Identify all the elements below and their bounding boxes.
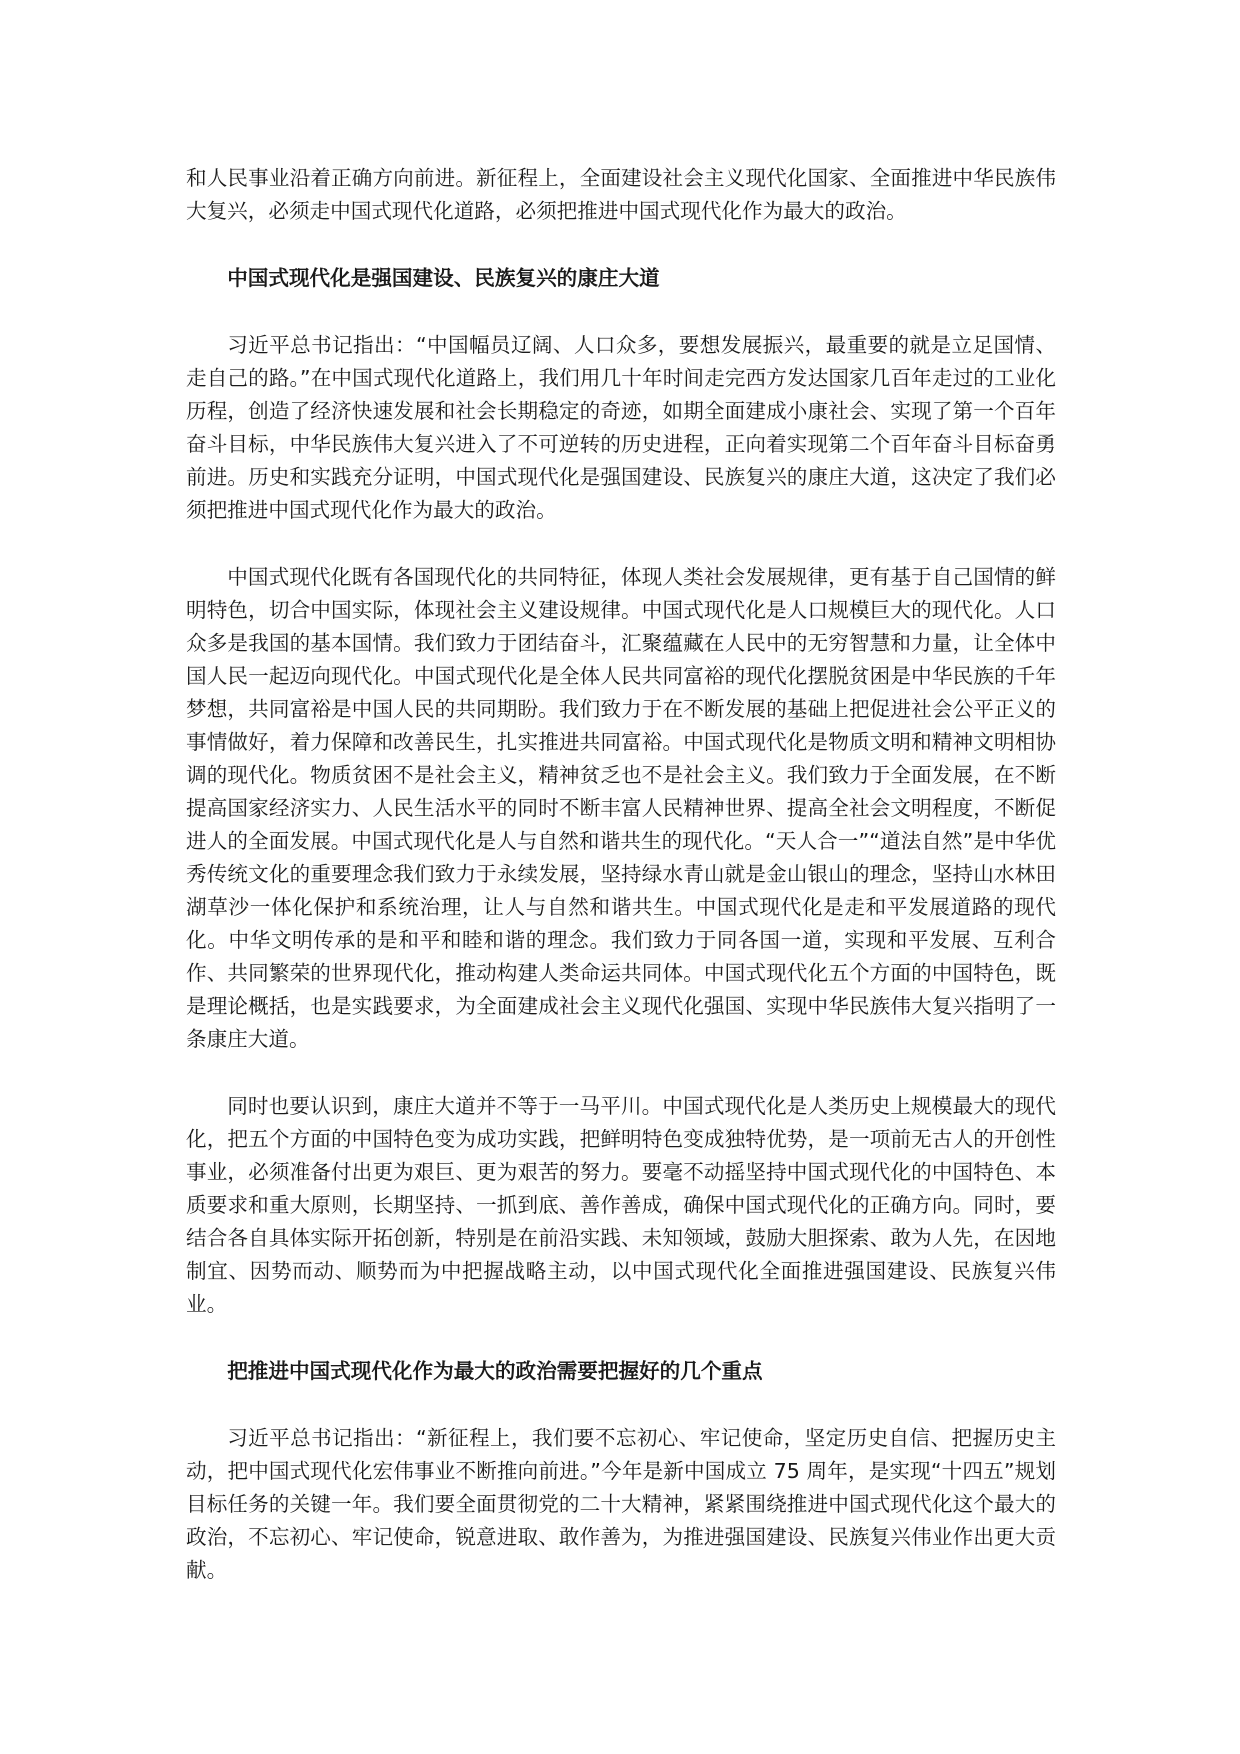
section-heading-1: 中国式现代化是强国建设、民族复兴的康庄大道 <box>227 266 660 290</box>
paragraph-quote-1: 习近平总书记指出：“中国幅员辽阔、人口众多，要想发展振兴，最重要的就是立足国情、走自己的路。”在中国式现代化道路上，我们用几十年时间走完西方发达国家几百年走过的工业化历程，创造了经济快速发展和社会长期稳定的奇迹，如期全面建成小康社会、实现了第一个百年奋斗目标，中华民族伟大复兴进入了不可逆转的历史进程，正向着实现第二个百年奋斗目标奋勇前进。历史和实践充分证明，中国式现代化是强国建设、民族复兴的康庄大道，这决定了我们必须把推进中国式现代化作为最大的政治。 <box>186 333 1056 522</box>
document-page <box>186 162 1056 1621</box>
paragraph-quote-2: 习近平总书记指出：“新征程上，我们要不忘初心、牢记使命，坚定历史自信、把握历史主动，把中国式现代化宏伟事业不断推向前进。”今年是新中国成立 75 周年，是实现“十四五”规划目标任务的关键一年。我们要全面贯彻党的二十大精神，紧紧围绕推进中国式现代化这个最大的政治，不忘初心、牢记使命，锐意进取、敢作善为，为推进强国建设、民族复兴伟业作出更大贡献。 <box>186 1426 1056 1582</box>
paragraph-challenges: 同时也要认识到，康庄大道并不等于一马平川。中国式现代化是人类历史上规模最大的现代化，把五个方面的中国特色变为成功实践，把鲜明特色变成独特优势，是一项前无古人的开创性事业，必须准备付出更为艰巨、更为艰苦的努力。要毫不动摇坚持中国式现代化的中国特色、本质要求和重大原则，长期坚持、一抓到底、善作善成，确保中国式现代化的正确方向。同时，要结合各自具体实际开拓创新，特别是在前沿实践、未知领域，鼓励大胆探索、敢为人先，在因地制宜、因势而动、顺势而为中把握战略主动，以中国式现代化全面推进强国建设、民族复兴伟业。 <box>186 1094 1056 1316</box>
paragraph-characteristics: 中国式现代化既有各国现代化的共同特征，体现人类社会发展规律，更有基于自己国情的鲜明特色，切合中国实际，体现社会主义建设规律。中国式现代化是人口规模巨大的现代化。人口众多是我国的基本国情。我们致力于团结奋斗，汇聚蕴藏在人民中的无穷智慧和力量，让全体中国人民一起迈向现代化。中国式现代化是全体人民共同富裕的现代化摆脱贫困是中华民族的千年梦想，共同富裕是中国人民的共同期盼。我们致力于在不断发展的基础上把促进社会公平正义的事情做好，着力保障和改善民生，扎实推进共同富裕。中国式现代化是物质文明和精神文明相协调的现代化。物质贫困不是社会主义，精神贫乏也不是社会主义。我们致力于全面发展，在不断提高国家经济实力、人民生活水平的同时不断丰富人民精神世界、提高全社会文明程度，不断促进人的全面发展。中国式现代化是人与自然和谐共生的现代化。“天人合一”“道法自然”是中华优秀传统文化的重要理念我们致力于永续发展，坚持绿水青山就是金山银山的理念，坚持山水林田湖草沙一体化保护和系统治理，让人与自然和谐共生。中国式现代化是走和平发展道路的现代化。中华文明传承的是和平和睦和谐的理念。我们致力于同各国一道，实现和平发展、互利合作、共同繁荣的世界现代化，推动构建人类命运共同体。中国式现代化五个方面的中国特色，既是理论概括，也是实践要求，为全面建成社会主义现代化强国、实现中华民族伟大复兴指明了一条康庄大道。 <box>186 565 1056 1051</box>
paragraph-continuation: 和人民事业沿着正确方向前进。新征程上，全面建设社会主义现代化国家、全面推进中华民族伟大复兴，必须走中国式现代化道路，必须把推进中国式现代化作为最大的政治。 <box>186 166 1056 223</box>
section-heading-2: 把推进中国式现代化作为最大的政治需要把握好的几个重点 <box>227 1359 763 1383</box>
